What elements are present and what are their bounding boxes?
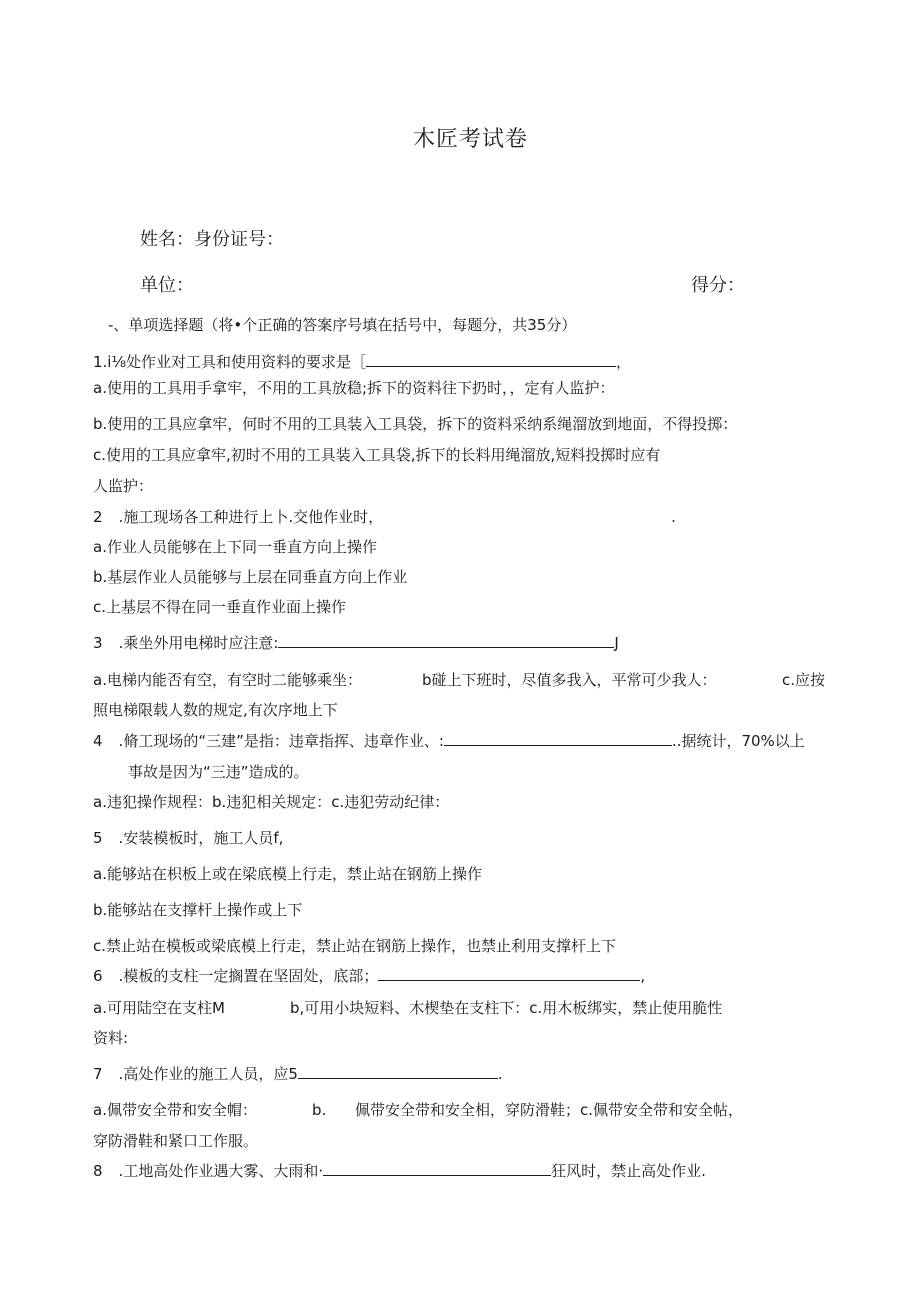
question-2-option-a: a.作业人员能够在上下同一垂直方向上操作 — [93, 538, 377, 556]
question-3-option-a: a.电梯内能否有空，有空时二能够乘坐： — [93, 671, 362, 689]
exam-title: 木匠考试卷 — [413, 127, 529, 152]
question-1-option-a: a.使用的工具用手拿牢，不用的工具放稳;拆下的资料往下扔时，，定有人监护： — [93, 379, 615, 397]
question-6-option-c-cont: 资料: — [93, 1029, 129, 1047]
question-5-option-a: a.能够站在枳板上或在梁底模上行走，禁止站在钢筋上操作 — [93, 865, 482, 883]
answer-blank — [444, 731, 672, 746]
question-3-option-b: b碰上下班时，尽值多我入，平常可少我人： — [422, 671, 717, 689]
answer-blank — [323, 1161, 551, 1176]
question-7-option-c-cont: 穿防滑鞋和紧口工作服。 — [93, 1132, 259, 1150]
question-1-option-c-cont: 人监护： — [93, 477, 154, 495]
question-2-option-c: c.上基层不得在同一垂直作业面上操作 — [93, 598, 347, 616]
question-5-option-b: b.能够站在支撑杆上操作或上下 — [93, 901, 303, 919]
section-heading: -、单项选择题（将•个正确的答案序号填在括号中，每题分，共35分） — [108, 316, 577, 334]
question-4-stem-cont: 事故是因为“三违”造成的。 — [128, 763, 309, 781]
question-6-option-bc: b,可用小块短料、木楔垫在支柱下：c.用木板绑实，禁止使用脆性 — [290, 999, 723, 1017]
question-1-option-b: b.使用的工具应拿牢，何时不用的工具装入工具袋，拆下的资料采纳系绳溜放到地面，不得投掷： — [93, 415, 738, 433]
score-label: 得分： — [691, 275, 745, 296]
name-id-label: 姓名：身份证号： — [140, 229, 284, 250]
question-1-option-c: c.使用的工具应拿牢,初时不用的工具装入工具袋,拆下的长料用绳溜放,短料投掷时应有 — [93, 446, 661, 464]
question-2-stem: 2 .施工现场各工种进行上卜.交他作业时， . — [93, 508, 676, 526]
question-4-stem: 4 .脩工现场的“三建”是指：违章指挥、违章作业、: ..据统计，70%以上 — [93, 732, 805, 750]
answer-blank — [298, 1064, 498, 1079]
answer-blank — [378, 966, 640, 981]
question-6-option-a: a.可用陆空在支柱M — [93, 999, 225, 1017]
answer-blank — [366, 352, 616, 367]
answer-blank — [278, 633, 614, 648]
question-7-option-b-label: b. — [312, 1101, 327, 1119]
question-7-stem: 7 .高处作业的施工人员，应5 . — [93, 1065, 503, 1083]
question-7-option-bc: 佩带安全带和安全相，穿防滑鞋；c.佩带安全带和安全帖， — [355, 1101, 744, 1119]
question-6-stem: 6 .模板的支柱一定搁置在坚固处，底部； , — [93, 967, 646, 985]
question-2-option-b: b.基层作业人员能够与上层在同垂直方向上作业 — [93, 568, 408, 586]
question-3-stem: 3 .乘坐外用电梯时应注意: J — [93, 634, 619, 652]
question-3-option-c: c.应按 — [782, 671, 826, 689]
question-5-option-c: c.禁止站在模板或梁底模上行走，禁止站在钢筋上操作，也禁止利用支撑杆上下 — [93, 937, 617, 955]
question-5-stem: 5 .安装模板时，施工人员f, — [93, 829, 284, 847]
unit-label: 单位： — [140, 275, 194, 296]
question-4-options: a.违犯操作规程：b.违犯相关规定：c.违犯劳动纪律： — [93, 793, 450, 811]
question-3-option-c-cont: 照电梯限载人数的规定,有次序地上下 — [93, 701, 338, 719]
question-7-option-a: a.佩带安全带和安全帽： — [93, 1101, 257, 1119]
question-1-stem: 1.i⅛处作业对工具和使用资料的要求是［ ， — [93, 353, 632, 371]
question-8-stem: 8 .工地高处作业遇大雾、大雨和· 狂风时，禁止高处作业. — [93, 1162, 706, 1180]
